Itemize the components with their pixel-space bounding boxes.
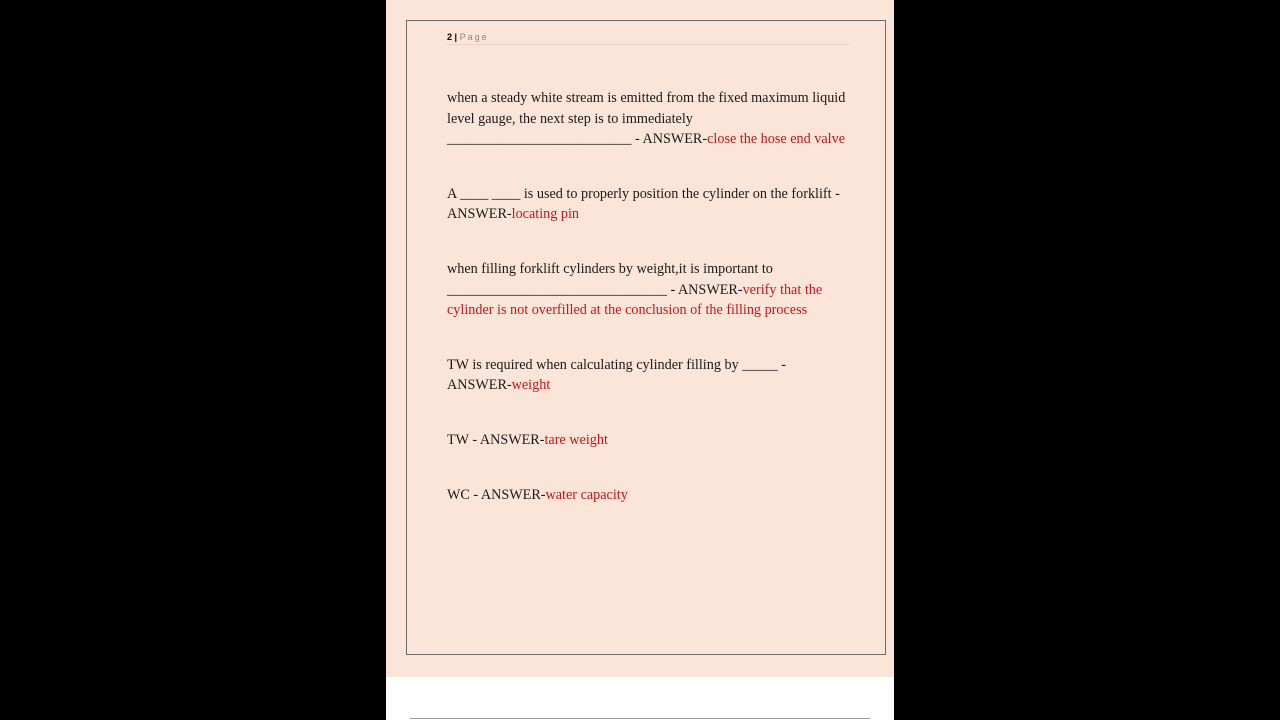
next-page-preview	[386, 677, 894, 720]
flashcard-item	[447, 355, 852, 396]
question-text: A ____ ____ is used to properly position the cylinder on the forklift - ANSWER-	[447, 185, 840, 223]
flashcard-item	[447, 259, 852, 321]
answer-text: weight	[511, 377, 551, 394]
question-text: TW - ANSWER-	[447, 431, 545, 448]
answer-text: water capacity	[545, 486, 628, 503]
question-text: WC - ANSWER-	[447, 486, 546, 503]
document-page	[386, 0, 894, 677]
answer-text: close the hose end valve	[707, 131, 845, 148]
page-label: Page	[459, 32, 489, 42]
answer-text: verify that the cylinder is not overfilled at the conclusion of the filling process	[447, 281, 823, 319]
page-header	[447, 31, 849, 45]
question-text: when filling forklift cylinders by weight,it is important to _______________________________ - ANSWER-	[447, 260, 773, 298]
answer-text: locating pin	[511, 206, 580, 223]
flashcard-item	[447, 485, 852, 506]
question-text: TW is required when calculating cylinder filling by _____ - ANSWER-	[447, 356, 786, 394]
answer-text: tare weight	[544, 431, 608, 448]
flashcard-list	[447, 88, 852, 505]
page-separator: |	[454, 32, 458, 42]
question-text: when a steady white stream is emitted from the fixed maximum liquid level gauge, the next step is to immediately __________________________ - ANSWER-	[447, 90, 846, 148]
flashcard-item	[447, 184, 852, 225]
page-number: 2	[447, 32, 453, 42]
next-page-header-rule	[410, 718, 870, 719]
flashcard-item	[447, 430, 852, 451]
flashcard-item	[447, 88, 852, 150]
